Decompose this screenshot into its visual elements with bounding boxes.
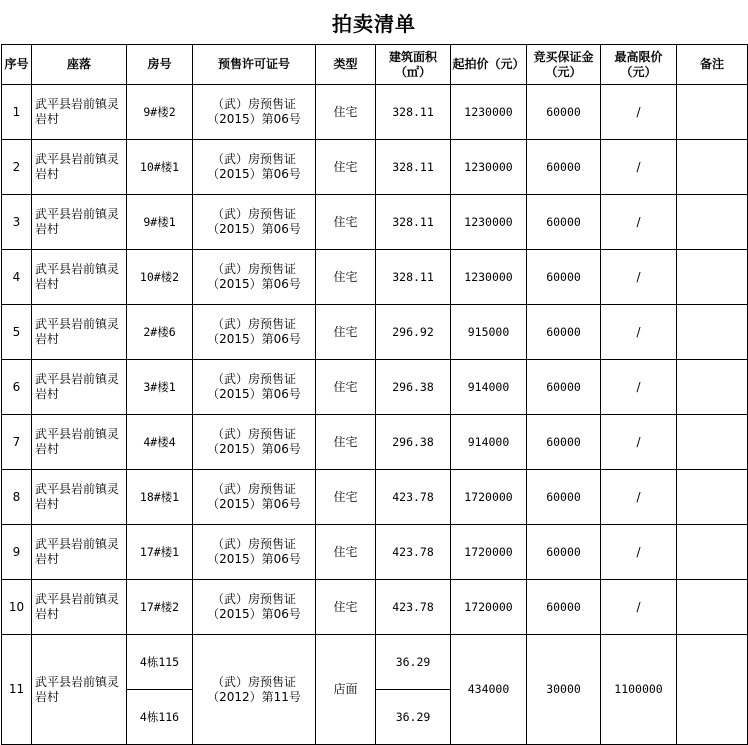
- cell-area: 328.11: [376, 140, 451, 195]
- cell-max-price: /: [601, 85, 677, 140]
- cell-seq: 3: [2, 195, 32, 250]
- cell-type: 住宅: [316, 470, 376, 525]
- cell-type: 住宅: [316, 195, 376, 250]
- cell-permit: （武）房预售证（2015）第06号: [193, 525, 316, 580]
- cell-area: 423.78: [376, 470, 451, 525]
- cell-max-price: /: [601, 580, 677, 635]
- cell-max-price: 1100000: [601, 635, 677, 745]
- table-row: [2, 140, 748, 195]
- cell-room: 4#楼4: [127, 415, 193, 470]
- cell-max-price: /: [601, 140, 677, 195]
- cell-permit: （武）房预售证（2015）第06号: [193, 360, 316, 415]
- header-remark: 备注: [677, 45, 748, 85]
- cell-start-price: 915000: [451, 305, 527, 360]
- table-row: [2, 470, 748, 525]
- cell-max-price: /: [601, 415, 677, 470]
- cell-deposit: 60000: [527, 305, 601, 360]
- cell-room: 10#楼2: [127, 250, 193, 305]
- cell-area: 423.78: [376, 525, 451, 580]
- cell-permit: （武）房预售证（2015）第06号: [193, 470, 316, 525]
- cell-remark: [677, 415, 748, 470]
- cell-room: 17#楼1: [127, 525, 193, 580]
- cell-area: 296.38: [376, 415, 451, 470]
- cell-location: 武平县岩前镇灵岩村: [32, 635, 127, 745]
- cell-start-price: 914000: [451, 360, 527, 415]
- cell-remark: [677, 580, 748, 635]
- cell-start-price: 1230000: [451, 195, 527, 250]
- cell-deposit: 60000: [527, 250, 601, 305]
- cell-room: 10#楼1: [127, 140, 193, 195]
- cell-type: 住宅: [316, 305, 376, 360]
- cell-area: 328.11: [376, 195, 451, 250]
- cell-area: 423.78: [376, 580, 451, 635]
- cell-type: 住宅: [316, 525, 376, 580]
- cell-room: 17#楼2: [127, 580, 193, 635]
- cell-start-price: 1230000: [451, 140, 527, 195]
- cell-permit: （武）房预售证（2015）第06号: [193, 140, 316, 195]
- cell-room: 9#楼2: [127, 85, 193, 140]
- cell-location: 武平县岩前镇灵岩村: [32, 415, 127, 470]
- page-title: 拍卖清单: [332, 11, 416, 36]
- cell-deposit: 60000: [527, 360, 601, 415]
- cell-location: 武平县岩前镇灵岩村: [32, 250, 127, 305]
- header-permit: 预售许可证号: [193, 45, 316, 85]
- cell-type: 住宅: [316, 250, 376, 305]
- table-row: [2, 305, 748, 360]
- cell-area: 328.11: [376, 250, 451, 305]
- cell-type: 住宅: [316, 580, 376, 635]
- cell-area: 296.92: [376, 305, 451, 360]
- cell-location: 武平县岩前镇灵岩村: [32, 195, 127, 250]
- cell-seq: 7: [2, 415, 32, 470]
- cell-deposit: 60000: [527, 140, 601, 195]
- cell-seq: 6: [2, 360, 32, 415]
- cell-type: 住宅: [316, 85, 376, 140]
- cell-remark: [677, 140, 748, 195]
- cell-type: 店面: [316, 635, 376, 745]
- cell-start-price: 1720000: [451, 470, 527, 525]
- table-row: [2, 415, 748, 470]
- cell-deposit: 30000: [527, 635, 601, 745]
- cell-remark: [677, 635, 748, 745]
- cell-type: 住宅: [316, 415, 376, 470]
- cell-area: 296.38: [376, 360, 451, 415]
- cell-deposit: 60000: [527, 85, 601, 140]
- table-row: [2, 85, 748, 140]
- header-type: 类型: [316, 45, 376, 85]
- cell-remark: [677, 360, 748, 415]
- cell-area: 36.29: [376, 635, 451, 690]
- table-row-11: [2, 635, 748, 690]
- cell-remark: [677, 85, 748, 140]
- cell-location: 武平县岩前镇灵岩村: [32, 470, 127, 525]
- cell-remark: [677, 305, 748, 360]
- cell-permit: （武）房预售证（2015）第06号: [193, 85, 316, 140]
- cell-max-price: /: [601, 360, 677, 415]
- header-location: 座落: [32, 45, 127, 85]
- table-row: [2, 525, 748, 580]
- cell-permit: （武）房预售证（2015）第06号: [193, 415, 316, 470]
- cell-seq: 1: [2, 85, 32, 140]
- cell-location: 武平县岩前镇灵岩村: [32, 305, 127, 360]
- cell-permit: （武）房预售证（2015）第06号: [193, 305, 316, 360]
- cell-remark: [677, 195, 748, 250]
- cell-room: 4栋115: [127, 635, 193, 690]
- cell-room: 2#楼6: [127, 305, 193, 360]
- cell-type: 住宅: [316, 360, 376, 415]
- cell-seq: 2: [2, 140, 32, 195]
- cell-deposit: 60000: [527, 580, 601, 635]
- cell-max-price: /: [601, 195, 677, 250]
- header-max-price: 最高限价（元）: [601, 45, 677, 85]
- header-area: 建筑面积（㎡）: [376, 45, 451, 85]
- cell-permit: （武）房预售证（2015）第06号: [193, 250, 316, 305]
- cell-max-price: /: [601, 305, 677, 360]
- cell-permit: （武）房预售证（2015）第06号: [193, 195, 316, 250]
- header-room: 房号: [127, 45, 193, 85]
- cell-type: 住宅: [316, 140, 376, 195]
- cell-permit: （武）房预售证（2012）第11号: [193, 635, 316, 745]
- cell-deposit: 60000: [527, 415, 601, 470]
- cell-area: 36.29: [376, 690, 451, 745]
- cell-seq: 11: [2, 635, 32, 745]
- cell-start-price: 1720000: [451, 580, 527, 635]
- cell-seq: 8: [2, 470, 32, 525]
- cell-seq: 4: [2, 250, 32, 305]
- cell-start-price: 914000: [451, 415, 527, 470]
- table-row: [2, 580, 748, 635]
- cell-location: 武平县岩前镇灵岩村: [32, 140, 127, 195]
- cell-area: 328.11: [376, 85, 451, 140]
- cell-location: 武平县岩前镇灵岩村: [32, 525, 127, 580]
- cell-deposit: 60000: [527, 525, 601, 580]
- cell-room: 9#楼1: [127, 195, 193, 250]
- table-row: [2, 250, 748, 305]
- cell-seq: 10: [2, 580, 32, 635]
- cell-location: 武平县岩前镇灵岩村: [32, 85, 127, 140]
- table-row: [2, 360, 748, 415]
- header-row: [2, 45, 748, 85]
- cell-deposit: 60000: [527, 195, 601, 250]
- cell-permit: （武）房预售证（2015）第06号: [193, 580, 316, 635]
- cell-room: 3#楼1: [127, 360, 193, 415]
- cell-remark: [677, 470, 748, 525]
- cell-deposit: 60000: [527, 470, 601, 525]
- header-start-price: 起拍价（元）: [451, 45, 527, 85]
- cell-room: 4栋116: [127, 690, 193, 745]
- cell-room: 18#楼1: [127, 470, 193, 525]
- cell-max-price: /: [601, 525, 677, 580]
- cell-start-price: 1230000: [451, 250, 527, 305]
- cell-seq: 9: [2, 525, 32, 580]
- cell-start-price: 434000: [451, 635, 527, 745]
- auction-table: [1, 44, 748, 745]
- cell-seq: 5: [2, 305, 32, 360]
- header-seq: 序号: [2, 45, 32, 85]
- cell-max-price: /: [601, 250, 677, 305]
- cell-start-price: 1230000: [451, 85, 527, 140]
- header-deposit: 竞买保证金（元）: [527, 45, 601, 85]
- cell-start-price: 1720000: [451, 525, 527, 580]
- table-row: [2, 195, 748, 250]
- cell-location: 武平县岩前镇灵岩村: [32, 360, 127, 415]
- cell-location: 武平县岩前镇灵岩村: [32, 580, 127, 635]
- cell-remark: [677, 525, 748, 580]
- cell-max-price: /: [601, 470, 677, 525]
- cell-remark: [677, 250, 748, 305]
